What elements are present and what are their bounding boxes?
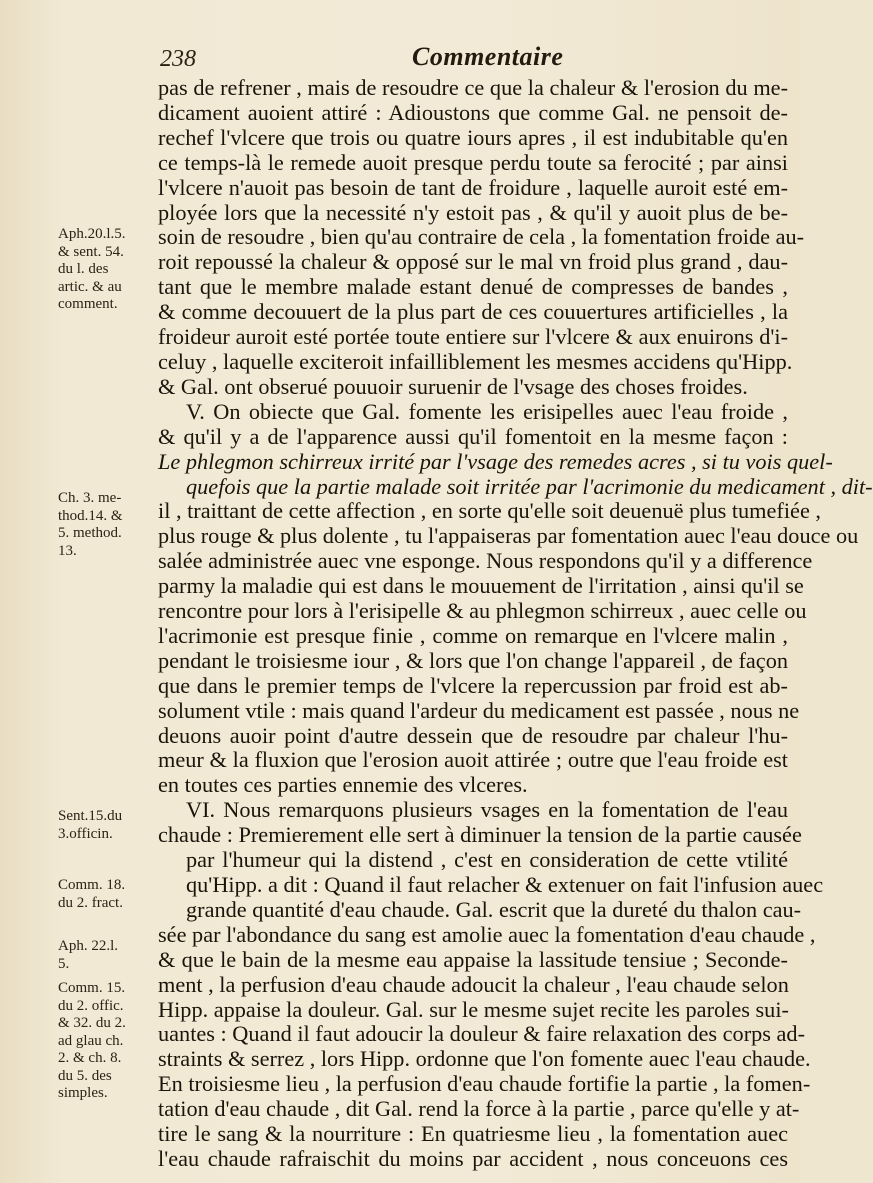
margin-note-line: du 5. des (58, 1067, 112, 1084)
margin-note (58, 980, 156, 1103)
body-line: il , traittant de cette affection , en sorte qu'elle soit deuenuë plus tumefiée , (158, 498, 821, 524)
margin-note (58, 226, 156, 314)
margin-note-line: simples. (58, 1085, 108, 1101)
body-line: tant que le membre malade estant denué de compresses de bandes , (158, 274, 788, 300)
body-line: rechef l'vlcere que trois ou quatre iours apres , il est indubitable qu'en (158, 124, 788, 150)
body-line: V. On obiecte que Gal. fomente les erisipelles auec l'eau froide , (186, 398, 788, 424)
body-line: l'acrimonie est presque finie , comme on remarque en l'vlcere malin , (158, 622, 788, 648)
body-line: grande quantité d'eau chaude. Gal. escrit que la dureté du thalon cau- (186, 896, 802, 922)
body-line: pas de refrener , mais de resoudre ce que la chaleur & l'erosion du me- (158, 75, 788, 100)
body-line: dicament auoient attiré : Adioustons que comme Gal. ne pensoit de- (158, 99, 788, 125)
margin-note-line: 5. (58, 955, 70, 972)
body-line: tire le sang & la nourriture : En quatriesme lieu , la fomentation auec (158, 1121, 788, 1147)
body-line: Le phlegmon schirreux irrité par l'vsage des remedes acres , si tu vois quel- (158, 448, 833, 474)
page-header (0, 38, 800, 78)
margin-note-line: ad glau ch. (58, 1032, 124, 1049)
margin-note-line: thod.14. & (58, 507, 123, 524)
running-title: Commentaire (412, 42, 564, 71)
margin-note-line: du 2. fract. (58, 894, 123, 911)
body-line: ce temps-là le remede auoit presque perdu toute sa ferocité ; par ainsi (158, 149, 788, 175)
margin-note-line: Comm. 18. (58, 877, 126, 893)
margin-note-line: Ch. 3. me- (58, 490, 122, 506)
margin-note-line: du l. des (58, 261, 109, 277)
page-number: 238 (160, 46, 196, 72)
margin-note-line: 2. & ch. 8. (58, 1050, 122, 1066)
margin-note (58, 877, 156, 912)
margin-note-line: comment. (58, 296, 118, 312)
margin-note-line: & sent. 54. (58, 243, 124, 260)
margin-note-line: Sent.15.du (58, 808, 123, 824)
body-line: salée administrée auec vne esponge. Nous respondons qu'il y a difference (158, 548, 813, 574)
body-line: pendant le troisiesme iour , & lors que l'on change l'appareil , de façon (158, 647, 788, 673)
body-line: quefois que la partie malade soit irritée par l'acrimonie du medicament , dit- (186, 473, 873, 499)
body-line: rencontre pour lors à l'erisipelle & au phlegmon schirreux , auec celle ou (158, 598, 807, 624)
body-line: Hipp. appaise la douleur. Gal. sur le mesme sujet recite les paroles sui- (158, 996, 789, 1022)
body-line: qu'Hipp. a dit : Quand il faut relacher & extenuer on fait l'infusion auec (186, 872, 824, 897)
body-line: froideur auroit esté portée toute entiere sur l'vlcere & aux enuirons d'i- (158, 324, 788, 350)
margin-note-line: du 2. offic. (58, 997, 124, 1014)
body-line: solument vtile : mais quand l'ardeur du medicament est passée , nous ne (158, 697, 800, 723)
body-line: VI. Nous remarquons plusieurs vsages en la fomentation de l'eau (186, 797, 788, 823)
margin-note-line: 13. (58, 542, 77, 559)
body-line: celuy , laquelle exciteroit infailliblement les mesmes accidens qu'Hipp. (158, 348, 793, 374)
margin-note-line: 3.officin. (58, 825, 113, 842)
margin-note (58, 490, 156, 560)
margin-note-line: Aph.20.l.5. (58, 226, 126, 242)
body-line: En troisiesme lieu , la perfusion d'eau chaude fortifie la partie , la fomen- (158, 1071, 811, 1097)
margin-note-line: & 32. du 2. (58, 1015, 126, 1031)
margin-note-line: artic. & au (58, 278, 122, 295)
body-line: meur & la fluxion que l'erosion auoit attirée ; outre que l'eau froide est (158, 747, 788, 773)
margin-note-line: Comm. 15. (58, 980, 126, 996)
body-line: ployée lors que la necessité n'y estoit pas , & qu'il y auoit plus de be- (158, 199, 788, 225)
body-line: & qu'il y a de l'apparence aussi qu'il fomentoit en la mesme façon : (158, 423, 788, 449)
body-line: parmy la maladie qui est dans le mouuement de l'irritation , ainsi qu'il se (158, 573, 804, 599)
body-line: l'vlcere n'auoit pas besoin de tant de froidure , laquelle auroit esté em- (158, 174, 788, 200)
body-line: ment , la perfusion d'eau chaude adoucit la chaleur , l'eau chaude selon (158, 971, 789, 997)
body-line: & comme decouuert de la plus part de ces couuertures artificielles , la (158, 299, 788, 325)
body-text (158, 75, 873, 1172)
body-line: l'eau chaude rafraischit du moins par accident , nous conceuons ces (158, 1145, 788, 1171)
body-line: chaude : Premierement elle sert à diminuer la tension de la partie causée (158, 822, 802, 848)
body-line: par l'humeur qui la distend , c'est en consideration de cette vtilité (186, 847, 788, 873)
body-line: soin de resoudre , bien qu'au contraire de cela , la fomentation froide au- (158, 224, 805, 250)
body-line: plus rouge & plus dolente , tu l'appaiseras par fomentation auec l'eau douce ou (158, 523, 859, 549)
margin-note (58, 808, 156, 843)
body-line: & que le bain de la mesme eau appaise la lassitude tensiue ; Seconde- (158, 946, 788, 972)
margin-note-line: 5. method. (58, 525, 122, 541)
body-line: que dans le premier temps de l'vlcere la repercussion par froid est ab- (158, 672, 788, 698)
body-line: & Gal. ont obserué pouuoir suruenir de l'vsage des choses froides. (158, 373, 748, 399)
margin-note-line: Aph. 22.l. (58, 938, 118, 954)
body-line: en toutes ces parties ennemie des vlceres. (158, 772, 528, 798)
body-line: uantes : Quand il faut adoucir la douleur & faire relaxation des corps ad- (158, 1021, 805, 1047)
body-line: tation d'eau chaude , dit Gal. rend la force à la partie , parce qu'elle y at- (158, 1096, 800, 1122)
margin-note (58, 938, 156, 973)
body-line: roit repoussé la chaleur & opposé sur le mal vn froid plus grand , dau- (158, 249, 788, 275)
body-line: sée par l'abondance du sang est amolie auec la fomentation d'eau chaude , (158, 921, 816, 947)
body-line: straints & serrez , lors Hipp. ordonne que l'on fomente auec l'eau chaude. (158, 1046, 811, 1072)
body-line: deuons auoir point d'autre dessein que de resoudre par chaleur l'hu- (158, 722, 788, 748)
